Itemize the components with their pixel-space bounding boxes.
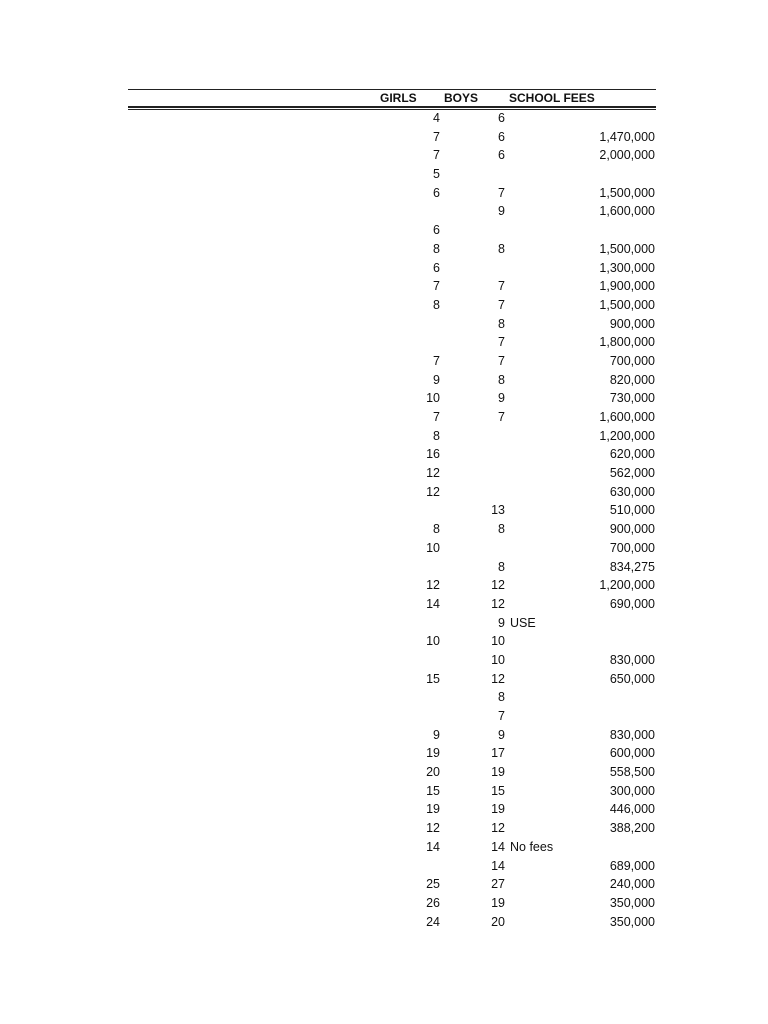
table-row — [0, 520, 768, 539]
school-fees-cell: 1,500,000 — [599, 185, 655, 200]
boys-cell: 12 — [491, 671, 505, 686]
table-row — [0, 744, 768, 763]
boys-cell: 8 — [498, 372, 505, 387]
girls-cell: 16 — [426, 447, 440, 462]
girls-cell: 10 — [426, 391, 440, 406]
girls-cell: 5 — [433, 167, 440, 182]
girls-cell: 7 — [433, 353, 440, 368]
school-fees-cell: 1,500,000 — [599, 241, 655, 256]
girls-cell: 8 — [433, 297, 440, 312]
school-fees-cell: 562,000 — [609, 466, 655, 481]
boys-cell: 9 — [498, 615, 505, 630]
girls-cell: 7 — [433, 410, 440, 424]
school-fees-cell: 650,000 — [609, 671, 655, 686]
boys-cell: 27 — [491, 877, 505, 892]
school-fees-cell: 1,300,000 — [599, 260, 655, 275]
school-fees-cell: 1,600,000 — [599, 204, 655, 219]
girls-cell: 8 — [433, 522, 440, 537]
school-fees-cell: 690,000 — [609, 596, 655, 611]
boys-cell: 15 — [491, 783, 505, 798]
girls-cell: 9 — [433, 372, 440, 387]
table-row — [0, 875, 768, 894]
header-double-rule-upper — [128, 106, 656, 108]
table-row — [0, 184, 768, 203]
table-row — [0, 389, 768, 408]
table-row — [0, 576, 768, 595]
column-header-girls: GIRLS — [380, 91, 417, 105]
school-fees-cell: 1,600,000 — [599, 410, 655, 424]
school-fees-cell: 300,000 — [609, 783, 655, 798]
table-row — [0, 483, 768, 502]
table-row — [0, 857, 768, 876]
table-row — [0, 277, 768, 296]
school-fees-cell: 1,500,000 — [599, 297, 655, 312]
school-fees-cell: 1,470,000 — [599, 129, 655, 144]
table-row — [0, 371, 768, 390]
table-row — [0, 408, 768, 427]
boys-cell: 13 — [491, 503, 505, 518]
table-row — [0, 614, 768, 633]
table-row — [0, 558, 768, 577]
boys-cell: 7 — [498, 297, 505, 312]
girls-cell: 9 — [433, 727, 440, 742]
table-row — [0, 315, 768, 334]
table-row — [0, 464, 768, 483]
boys-cell: 20 — [491, 914, 505, 929]
school-fees-cell: 620,000 — [609, 447, 655, 462]
note-cell: No fees — [510, 839, 554, 854]
school-fees-cell: 558,500 — [609, 765, 655, 780]
girls-cell: 12 — [426, 466, 440, 481]
girls-cell: 10 — [426, 634, 440, 649]
note-cell: USE — [510, 615, 536, 630]
table-row — [0, 819, 768, 838]
boys-cell: 6 — [498, 111, 505, 125]
boys-cell: 19 — [491, 802, 505, 817]
boys-cell: 7 — [498, 410, 505, 424]
school-fees-cell: 689,000 — [609, 858, 655, 873]
girls-cell: 12 — [426, 578, 440, 593]
girls-cell: 19 — [426, 746, 440, 761]
table-row — [0, 427, 768, 446]
school-fees-cell: 388,200 — [609, 821, 655, 836]
boys-cell: 12 — [491, 596, 505, 611]
table-row — [0, 894, 768, 913]
girls-cell: 7 — [433, 279, 440, 294]
school-fees-cell: 830,000 — [609, 727, 655, 742]
school-fees-cell: 900,000 — [609, 522, 655, 537]
column-header-boys: BOYS — [444, 91, 479, 105]
table-row — [0, 165, 768, 184]
girls-cell: 7 — [433, 148, 440, 163]
girls-cell: 20 — [426, 765, 440, 780]
table-body — [0, 109, 768, 931]
boys-cell: 9 — [498, 391, 505, 406]
boys-cell: 19 — [491, 895, 505, 910]
table-row — [0, 445, 768, 464]
boys-cell: 7 — [498, 709, 505, 723]
boys-cell: 12 — [491, 821, 505, 836]
girls-cell: 6 — [433, 185, 440, 200]
boys-cell: 7 — [498, 279, 505, 294]
school-fees-cell: 350,000 — [609, 914, 655, 929]
girls-cell: 14 — [426, 839, 440, 854]
school-fees-cell: 630,000 — [609, 484, 655, 499]
table-row — [0, 707, 768, 726]
table-row — [0, 651, 768, 670]
girls-cell: 15 — [426, 671, 440, 686]
school-fees-cell: 2,000,000 — [599, 148, 655, 163]
table-row — [0, 221, 768, 240]
girls-cell: 12 — [426, 821, 440, 836]
table-row — [0, 670, 768, 689]
school-fees-cell: 834,275 — [609, 559, 655, 574]
table-row — [0, 109, 768, 128]
boys-cell: 10 — [491, 652, 505, 667]
girls-cell: 6 — [433, 260, 440, 275]
girls-cell: 26 — [426, 895, 440, 910]
table-row — [0, 501, 768, 520]
table-row — [0, 595, 768, 614]
boys-cell: 14 — [491, 839, 505, 854]
girls-cell: 8 — [433, 428, 440, 443]
girls-cell: 4 — [433, 111, 440, 125]
boys-cell: 8 — [498, 690, 505, 705]
boys-cell: 19 — [491, 765, 505, 780]
school-fees-cell: 1,200,000 — [599, 578, 655, 593]
boys-cell: 8 — [498, 316, 505, 331]
school-fees-cell: 830,000 — [609, 652, 655, 667]
table-row — [0, 913, 768, 932]
boys-cell: 10 — [491, 634, 505, 649]
boys-cell: 12 — [491, 578, 505, 593]
school-fees-cell: 1,800,000 — [599, 335, 655, 350]
table-row — [0, 296, 768, 315]
school-fees-cell: 700,000 — [609, 353, 655, 368]
table-row — [0, 763, 768, 782]
table-row — [0, 726, 768, 745]
girls-cell: 24 — [426, 914, 440, 929]
table-row — [0, 632, 768, 651]
boys-cell: 14 — [491, 858, 505, 873]
table-row — [0, 352, 768, 371]
school-fees-cell: 510,000 — [609, 503, 655, 518]
boys-cell: 7 — [498, 185, 505, 200]
boys-cell: 17 — [491, 746, 505, 761]
boys-cell: 8 — [498, 559, 505, 574]
school-fees-cell: 240,000 — [609, 877, 655, 892]
table-row — [0, 333, 768, 352]
table-row — [0, 259, 768, 278]
boys-cell: 7 — [498, 335, 505, 350]
table-row — [0, 240, 768, 259]
school-fees-cell: 350,000 — [609, 895, 655, 910]
column-header-school-fees: SCHOOL FEES — [509, 91, 595, 105]
table-row — [0, 782, 768, 801]
school-fees-cell: 900,000 — [609, 316, 655, 331]
girls-cell: 10 — [426, 540, 440, 555]
girls-cell: 19 — [426, 802, 440, 817]
table-row — [0, 539, 768, 558]
table-row — [0, 202, 768, 221]
girls-cell: 25 — [426, 877, 440, 892]
school-fees-cell: 820,000 — [609, 372, 655, 387]
boys-cell: 6 — [498, 129, 505, 144]
girls-cell: 7 — [433, 129, 440, 144]
table-row — [0, 146, 768, 165]
boys-cell: 8 — [498, 522, 505, 537]
girls-cell: 14 — [426, 596, 440, 611]
school-fees-cell: 600,000 — [609, 746, 655, 761]
table-row — [0, 688, 768, 707]
girls-cell: 8 — [433, 241, 440, 256]
boys-cell: 8 — [498, 241, 505, 256]
boys-cell: 9 — [498, 204, 505, 219]
girls-cell: 15 — [426, 783, 440, 798]
boys-cell: 9 — [498, 727, 505, 742]
school-fees-cell: 1,900,000 — [599, 279, 655, 294]
boys-cell: 7 — [498, 353, 505, 368]
table-row — [0, 838, 768, 857]
table-row — [0, 800, 768, 819]
school-fees-cell: 730,000 — [609, 391, 655, 406]
school-fees-cell: 1,200,000 — [599, 428, 655, 443]
girls-cell: 12 — [426, 484, 440, 499]
boys-cell: 6 — [498, 148, 505, 163]
table-row — [0, 128, 768, 147]
school-fees-cell: 446,000 — [609, 802, 655, 817]
girls-cell: 6 — [433, 223, 440, 238]
school-fees-cell: 700,000 — [609, 540, 655, 555]
